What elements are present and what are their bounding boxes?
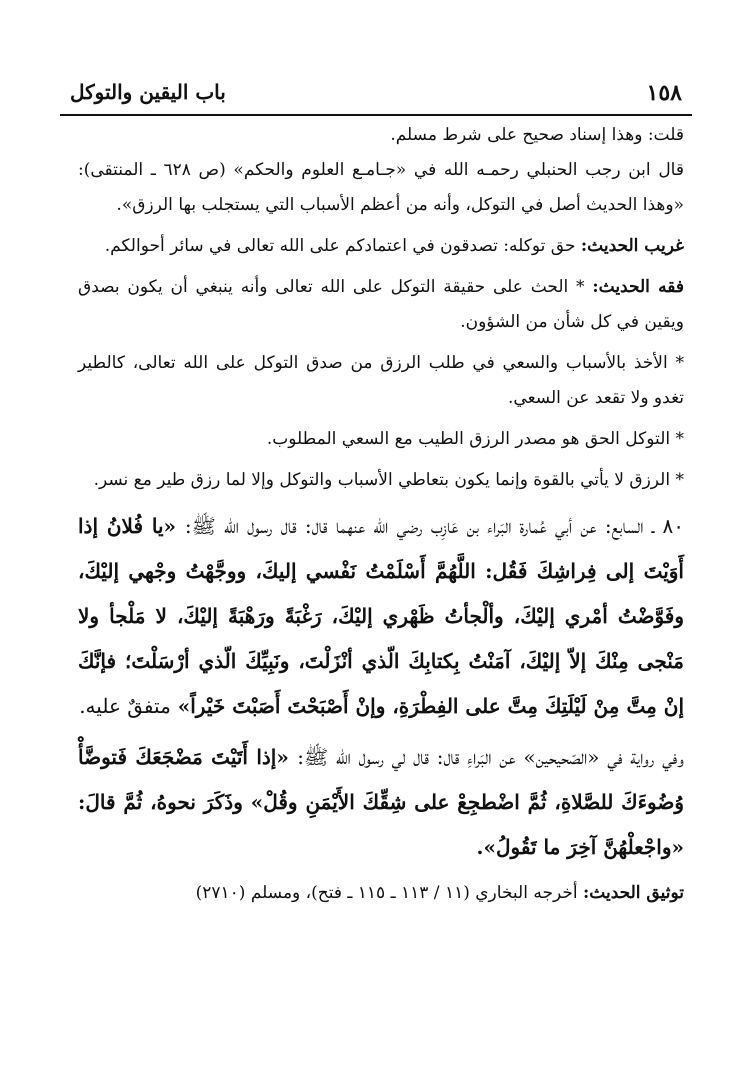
- hadith-80-grading: متفقٌ عليه.: [79, 694, 171, 718]
- tawthiq-section: [78, 876, 684, 911]
- variant-intro: وفي رواية في «الصّحيحين» عن البَراءِ قال: قال لي رسول الله ﷺ:: [297, 745, 684, 769]
- comment-paragraph: قلت: وهذا إسناد صحيح على شرط مسلم.: [390, 125, 684, 145]
- fiqh-section: [78, 270, 684, 340]
- gharib-label: غريب الحديث:: [580, 236, 684, 256]
- gharib-section: [78, 229, 684, 264]
- ibn-rajab-quote: قال ابن رجب الحنبلي رحمـه الله في «جـامـع العلوم والحكم» (ص ٦٢٨ ـ المنتقى): «وهذا الحديث أصل في التوكل، وأنه من أعظم الأسباب التي يستجلب بها الرزق».: [78, 160, 684, 215]
- hadith-80-intro: ٨٠ ـ السابع: عن أبي عُمارة البَراء بن عَازِب رضي الله عنهما قال: قال رسول الله ﷺ:: [184, 514, 685, 538]
- chapter-title: باب اليقين والتوكل: [70, 80, 226, 104]
- hadith-80: [78, 504, 684, 729]
- page-header: [60, 70, 692, 112]
- hadith-80-text: «يا فُلانُ إذا أَوَيْتَ إلى فِراشِكَ فَقُل: اللَّهُمَّ أَسْلَمْتُ نَفْسي إليكَ، ووجَّهْتُ وجْهي إليْكَ، وفَوَّضْتُ أمْري إليْكَ، وألْجأتُ ظَهْري إليْكَ، رَغْبَةً ورَهْبَةً إليْكَ، لا مَلْجأ ولا مَنْجى مِنْكَ إلاّ إليْكَ، آمَنْتُ بِكتابِكَ الّذي أنْزَلْتَ، ونَبِيِّكَ الّذي أرْسَلْتَ؛ فإنَّكَ إنْ مِتَّ مِنْ لَيْلَتِكَ مِتَّ على الفِطْرَةِ، وإنْ أَصْبَحْتَ أَصَبْتَ خَيْراً»: [78, 514, 684, 718]
- page-number: ١٥٨: [646, 80, 682, 106]
- header-rule: [60, 114, 692, 116]
- tawthiq-label: توثيق الحديث:: [583, 883, 684, 903]
- variant-text: «إذا أَتَيْتَ مَضْجَعَكَ فَتوضَّأْ وُضُوءَكَ للصَّلاةِ، ثُمَّ اضْطجِعْ على شِقِّكَ الأَيْمَنِ وقُلْ» وذَكَرَ نحوهُ، ثُمَّ قالَ: «واجْعلْهُنَّ آخِرَ ما تَقُولُ».: [78, 745, 684, 859]
- page-body: [78, 118, 684, 911]
- fiqh-point-3: * التوكل الحق هو مصدر الرزق الطيب مع السعي المطلوب.: [266, 429, 684, 449]
- fiqh-point-1: * الحث على حقيقة التوكل على الله تعالى وأنه ينبغي أن يكون بصدق ويقين في كل شأن من الشؤون.: [78, 277, 684, 332]
- fiqh-point-2: * الأخذ بالأسباب والسعي في طلب الرزق من صدق التوكل على الله تعالى، كالطير تغدو ولا تقعد عن السعي.: [78, 353, 684, 408]
- fiqh-label: فقه الحديث:: [592, 277, 685, 297]
- tawthiq-text: أخرجه البخاري (١١ / ١١٣ ـ ١١٥ ـ فتح)، ومسلم (٢٧١٠): [195, 883, 578, 903]
- hadith-80-variant: [78, 735, 684, 870]
- gharib-text: حق توكله: تصدقون في اعتمادكم على الله تعالى في سائر أحوالكم.: [104, 236, 576, 256]
- fiqh-point-4: * الرزق لا يأتي بالقوة وإنما يكون بتعاطي الأسباب والتوكل وإلا لما رزق طير مع نسر.: [93, 470, 684, 490]
